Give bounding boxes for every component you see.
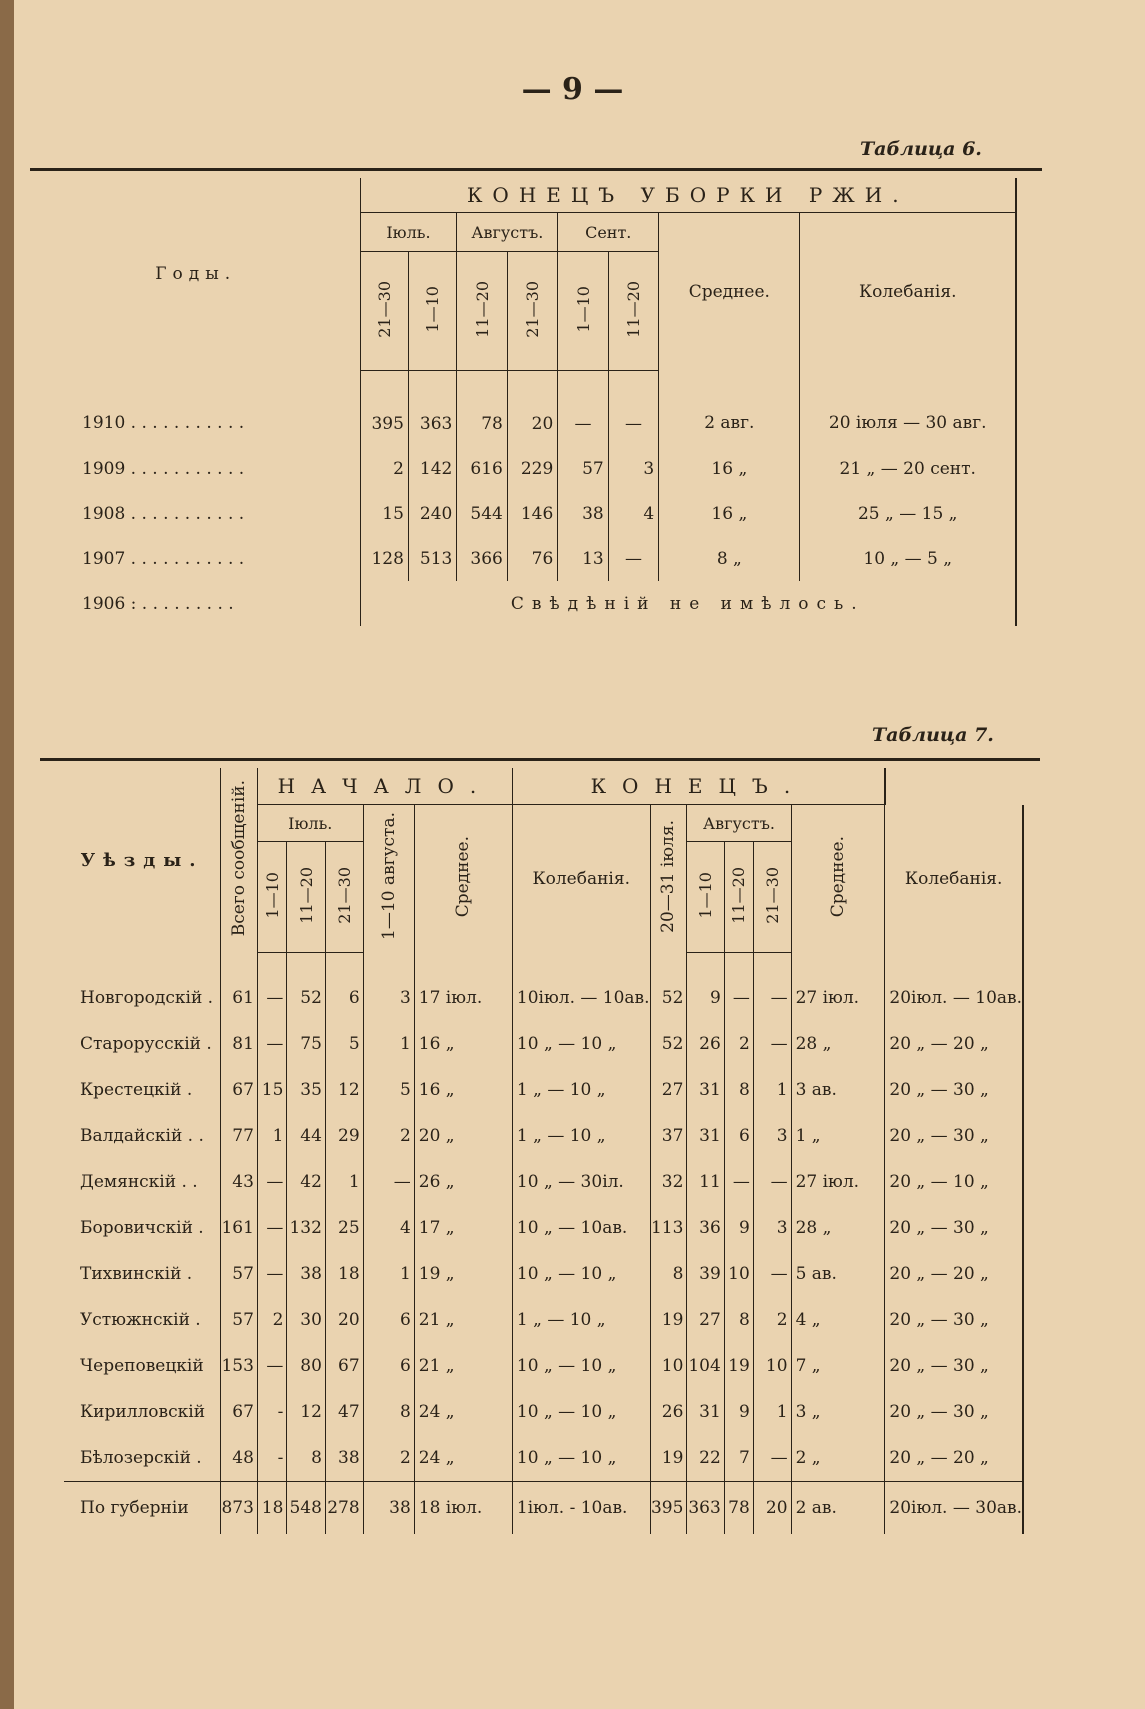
end-mean-cell: 28 „ — [791, 1205, 885, 1251]
table6-title: КОНЕЦЪ УБОРКИ РЖИ. — [360, 178, 1016, 213]
table6-col-years: Годы. — [155, 264, 237, 285]
start-decade-cell: 38 — [287, 1251, 326, 1297]
start-decade-cell: 29 — [325, 1113, 363, 1159]
table7-start-range: Колебанія. — [512, 805, 650, 953]
end-range-cell: 20 „ — 10 „ — [885, 1159, 1023, 1205]
start-mean-cell: 24 „ — [414, 1435, 512, 1482]
table6-decade: 21—30 — [374, 280, 394, 338]
start-decade-cell: 1 — [257, 1113, 287, 1159]
table7-decade: 21—30 — [334, 866, 354, 924]
end-decade-cell: 27 — [650, 1067, 687, 1113]
end-decade-cell: 2 — [753, 1297, 791, 1343]
table7-decade: 1—10 — [262, 871, 282, 919]
end-decade-cell: 27 — [687, 1297, 724, 1343]
mean-cell: 8 „ — [659, 536, 800, 581]
start-decade-cell: 30 — [287, 1297, 326, 1343]
end-decade-cell: 19 — [650, 1435, 687, 1482]
end-decade-cell: 26 — [650, 1389, 687, 1435]
start-decade-cell: 80 — [287, 1343, 326, 1389]
start-decade-cell: — — [257, 953, 287, 1022]
table7-decade: 11—20 — [729, 866, 749, 924]
table-cell: 20 — [507, 371, 557, 447]
end-decade-cell: 395 — [650, 1482, 687, 1535]
start-mean-cell: 16 „ — [414, 1067, 512, 1113]
start-decade-cell: 4 — [363, 1205, 414, 1251]
mean-cell: 16 „ — [659, 491, 800, 536]
start-range-cell: 10іюл. — 10ав. — [512, 953, 650, 1022]
table7-col-uezd: Уѣзды. — [80, 849, 204, 871]
end-range-cell: 20 „ — 30 „ — [885, 1297, 1023, 1343]
start-decade-cell: 1 — [363, 1021, 414, 1067]
table-cell: 142 — [408, 446, 456, 491]
end-decade-cell: 52 — [650, 953, 687, 1022]
table6-decade: 1—10 — [423, 285, 443, 333]
table7-month-aug: Августъ. — [687, 805, 791, 842]
end-mean-cell: 27 іюл. — [791, 953, 885, 1022]
no-data-note: Свѣдѣній не имѣлось. — [360, 581, 1016, 626]
uezd-name: Демянскій . . — [80, 1172, 198, 1192]
table-cell: 78 — [457, 371, 507, 447]
end-decade-cell: — — [724, 953, 753, 1022]
table6-col-range: Колебанія. — [800, 213, 1016, 371]
end-mean-cell: 4 „ — [791, 1297, 885, 1343]
end-range-cell: 20 „ — 20 „ — [885, 1021, 1023, 1067]
table7 — [64, 768, 1024, 1534]
table-row — [64, 1389, 1023, 1435]
start-mean-cell: 20 „ — [414, 1113, 512, 1159]
start-range-cell: 10 „ — 30іл. — [512, 1159, 650, 1205]
range-cell: 21 „ — 20 сент. — [800, 446, 1016, 491]
end-decade-cell: 9 — [724, 1389, 753, 1435]
uezd-name: По губерніи — [64, 1482, 221, 1535]
end-decade-cell: 104 — [687, 1343, 724, 1389]
end-decade-cell: 10 — [753, 1343, 791, 1389]
total-cell: 873 — [221, 1482, 258, 1535]
start-decade-cell: 44 — [287, 1113, 326, 1159]
start-decade-cell: 1 — [325, 1159, 363, 1205]
start-decade-cell: 8 — [287, 1435, 326, 1482]
end-decade-cell: 31 — [687, 1389, 724, 1435]
start-mean-cell: 17 іюл. — [414, 953, 512, 1022]
total-row — [64, 1482, 1023, 1535]
uezd-name: Старорусскій . — [80, 1034, 212, 1054]
start-decade-cell: — — [257, 1251, 287, 1297]
table-cell: 146 — [507, 491, 557, 536]
end-decade-cell: 9 — [724, 1205, 753, 1251]
table-cell: 128 — [360, 536, 408, 581]
start-mean-cell: 21 „ — [414, 1297, 512, 1343]
table7-end-mean: Среднее. — [827, 835, 848, 917]
start-decade-cell: 6 — [363, 1297, 414, 1343]
table6-month-july: Іюль. — [360, 213, 457, 252]
table-cell: — — [608, 536, 658, 581]
table-row — [64, 1067, 1023, 1113]
end-decade-cell: 20 — [753, 1482, 791, 1535]
end-decade-cell: 8 — [650, 1251, 687, 1297]
table-row: 1906 : . . . . . . . . . Свѣдѣній не имѣлось. — [32, 581, 1016, 626]
start-decade-cell: 38 — [325, 1435, 363, 1482]
end-decade-cell: 2 — [724, 1021, 753, 1067]
table-row — [64, 1297, 1023, 1343]
table-cell: 366 — [457, 536, 507, 581]
start-decade-cell: 132 — [287, 1205, 326, 1251]
start-range-cell: 10 „ — 10 „ — [512, 1343, 650, 1389]
table-row — [64, 1113, 1023, 1159]
start-decade-cell: 6 — [363, 1343, 414, 1389]
uezd-name: Валдайскій . . — [80, 1126, 204, 1146]
table7-decade: 21—30 — [762, 866, 782, 924]
uezd-name: Череповецкій — [80, 1356, 204, 1376]
table6-top-rule — [30, 168, 1042, 171]
end-decade-cell: 10 — [650, 1343, 687, 1389]
start-mean-cell: 24 „ — [414, 1389, 512, 1435]
total-cell: 61 — [221, 953, 258, 1022]
table7-top-rule — [40, 758, 1040, 761]
uezd-name: Тихвинскій . — [80, 1264, 193, 1284]
start-decade-cell: 548 — [287, 1482, 326, 1535]
total-cell: 161 — [221, 1205, 258, 1251]
end-decade-cell: — — [753, 1435, 791, 1482]
end-decade-cell: 7 — [724, 1435, 753, 1482]
start-mean-cell: 17 „ — [414, 1205, 512, 1251]
table6-label: Таблица 6. — [860, 138, 982, 160]
table6-col-mean: Среднее. — [659, 213, 800, 371]
total-cell: 57 — [221, 1297, 258, 1343]
end-decade-cell: — — [753, 1251, 791, 1297]
start-decade-cell: 5 — [363, 1067, 414, 1113]
start-decade-cell: 25 — [325, 1205, 363, 1251]
table-cell: 229 — [507, 446, 557, 491]
table-cell: 38 — [558, 491, 608, 536]
start-decade-cell: 6 — [325, 953, 363, 1022]
uezd-name: Бѣлозерскій . — [80, 1448, 202, 1468]
table7-start-aug: 1—10 августа. — [378, 812, 399, 941]
uezd-name: Устюжнскій . — [80, 1310, 201, 1330]
year-label: 1906 — [82, 593, 126, 614]
total-cell: 67 — [221, 1067, 258, 1113]
end-range-cell: 20 „ — 20 „ — [885, 1251, 1023, 1297]
end-range-cell: 20 „ — 30 „ — [885, 1067, 1023, 1113]
end-mean-cell: 7 „ — [791, 1343, 885, 1389]
end-range-cell: 20іюл. — 30ав. — [885, 1482, 1023, 1535]
start-decade-cell: — — [363, 1159, 414, 1205]
end-range-cell: 20 „ — 30 „ — [885, 1389, 1023, 1435]
end-decade-cell: 19 — [650, 1297, 687, 1343]
start-decade-cell: 2 — [257, 1297, 287, 1343]
table-row: 1907 . . . . . . . . . . . 128 513 366 76 13 — 8 „ 10 „ — 5 „ — [32, 536, 1016, 581]
total-cell: 77 — [221, 1113, 258, 1159]
page-number: — 9 — — [521, 72, 624, 107]
table7-label: Таблица 7. — [872, 724, 994, 746]
table-cell: 57 — [558, 446, 608, 491]
table-row — [64, 1159, 1023, 1205]
end-decade-cell: 36 — [687, 1205, 724, 1251]
end-decade-cell: — — [753, 1021, 791, 1067]
start-decade-cell: 278 — [325, 1482, 363, 1535]
end-decade-cell: — — [753, 953, 791, 1022]
end-mean-cell: 1 „ — [791, 1113, 885, 1159]
end-range-cell: 20іюл. — 10ав. — [885, 953, 1023, 1022]
total-cell: 67 — [221, 1389, 258, 1435]
start-decade-cell: — — [257, 1021, 287, 1067]
end-decade-cell: 10 — [724, 1251, 753, 1297]
end-decade-cell: 52 — [650, 1021, 687, 1067]
start-decade-cell: 12 — [325, 1067, 363, 1113]
end-decade-cell: 8 — [724, 1067, 753, 1113]
start-decade-cell: 18 — [325, 1251, 363, 1297]
year-label: 1907 — [82, 548, 126, 569]
end-decade-cell: 3 — [753, 1113, 791, 1159]
start-range-cell: 10 „ — 10 „ — [512, 1251, 650, 1297]
table-cell: 15 — [360, 491, 408, 536]
start-decade-cell: 67 — [325, 1343, 363, 1389]
start-decade-cell: 20 — [325, 1297, 363, 1343]
end-decade-cell: 26 — [687, 1021, 724, 1067]
table6-decade: 11—20 — [472, 280, 492, 338]
start-decade-cell: 75 — [287, 1021, 326, 1067]
uezd-name: Кирилловскій — [80, 1402, 206, 1422]
start-decade-cell: 8 — [363, 1389, 414, 1435]
end-range-cell: 20 „ — 30 „ — [885, 1343, 1023, 1389]
start-decade-cell: 3 — [363, 953, 414, 1022]
total-cell: 81 — [221, 1021, 258, 1067]
table-row: 1908 . . . . . . . . . . . 15 240 544 146 38 4 16 „ 25 „ — 15 „ — [32, 491, 1016, 536]
start-range-cell: 1 „ — 10 „ — [512, 1113, 650, 1159]
end-decade-cell: 9 — [687, 953, 724, 1022]
end-mean-cell: 2 ав. — [791, 1482, 885, 1535]
end-decade-cell: 3 — [753, 1205, 791, 1251]
start-decade-cell: 15 — [257, 1067, 287, 1113]
end-decade-cell: 11 — [687, 1159, 724, 1205]
start-range-cell: 1 „ — 10 „ — [512, 1067, 650, 1113]
start-decade-cell: - — [257, 1389, 287, 1435]
start-decade-cell: — — [257, 1205, 287, 1251]
table6-decade: 11—20 — [623, 280, 643, 338]
table-row — [64, 1435, 1023, 1482]
start-range-cell: 1 „ — 10 „ — [512, 1297, 650, 1343]
year-label: 1908 — [82, 503, 126, 524]
table-cell: — — [558, 371, 608, 447]
start-decade-cell: — — [257, 1343, 287, 1389]
end-mean-cell: 3 ав. — [791, 1067, 885, 1113]
end-decade-cell: 22 — [687, 1435, 724, 1482]
page-edge — [0, 0, 14, 1709]
start-range-cell: 1іюл. - 10ав. — [512, 1482, 650, 1535]
table-row: 1910 . . . . . . . . . . . 395 363 78 20 — — 2 авг. 20 іюля — 30 авг. — [32, 371, 1016, 447]
end-decade-cell: 1 — [753, 1067, 791, 1113]
start-decade-cell: — — [257, 1159, 287, 1205]
start-decade-cell: 1 — [363, 1251, 414, 1297]
end-range-cell: 20 „ — 30 „ — [885, 1113, 1023, 1159]
start-range-cell: 10 „ — 10ав. — [512, 1205, 650, 1251]
total-cell: 153 — [221, 1343, 258, 1389]
uezd-name: Крестецкій . — [80, 1080, 193, 1100]
end-decade-cell: — — [753, 1159, 791, 1205]
table-cell: 13 — [558, 536, 608, 581]
end-decade-cell: 113 — [650, 1205, 687, 1251]
end-mean-cell: 27 іюл. — [791, 1159, 885, 1205]
table7-end-range: Колебанія. — [885, 805, 1023, 953]
start-decade-cell: 12 — [287, 1389, 326, 1435]
year-label: 1909 — [82, 458, 126, 479]
start-decade-cell: 18 — [257, 1482, 287, 1535]
end-mean-cell: 28 „ — [791, 1021, 885, 1067]
start-decade-cell: 2 — [363, 1113, 414, 1159]
end-mean-cell: 5 ав. — [791, 1251, 885, 1297]
start-decade-cell: 2 — [363, 1435, 414, 1482]
uezd-name: Боровичскій . — [80, 1218, 204, 1238]
table7-month-july: Іюль. — [257, 805, 363, 842]
end-range-cell: 20 „ — 20 „ — [885, 1435, 1023, 1482]
start-mean-cell: 26 „ — [414, 1159, 512, 1205]
range-cell: 10 „ — 5 „ — [800, 536, 1016, 581]
table-cell: 395 — [360, 371, 408, 447]
end-decade-cell: 1 — [753, 1389, 791, 1435]
table6 — [32, 178, 1017, 626]
end-decade-cell: 37 — [650, 1113, 687, 1159]
total-cell: 57 — [221, 1251, 258, 1297]
table-row — [64, 1343, 1023, 1389]
start-decade-cell: 5 — [325, 1021, 363, 1067]
table7-end-july: 20—31 іюля. — [658, 819, 679, 933]
range-cell: 25 „ — 15 „ — [800, 491, 1016, 536]
end-decade-cell: 31 — [687, 1113, 724, 1159]
end-range-cell: 20 „ — 30 „ — [885, 1205, 1023, 1251]
range-cell: 20 іюля — 30 авг. — [800, 371, 1016, 447]
table7-col-total: Всего сообщеній. — [228, 779, 249, 936]
end-decade-cell: 8 — [724, 1297, 753, 1343]
table6-month-sep: Сент. — [558, 213, 659, 252]
table-row — [64, 1021, 1023, 1067]
end-mean-cell: 2 „ — [791, 1435, 885, 1482]
start-decade-cell: 38 — [363, 1482, 414, 1535]
total-cell: 48 — [221, 1435, 258, 1482]
end-decade-cell: 363 — [687, 1482, 724, 1535]
uezd-name: Новгородскій . — [80, 987, 214, 1008]
end-mean-cell: 3 „ — [791, 1389, 885, 1435]
start-mean-cell: 16 „ — [414, 1021, 512, 1067]
table-cell: 616 — [457, 446, 507, 491]
start-mean-cell: 18 іюл. — [414, 1482, 512, 1535]
table7-decade: 11—20 — [296, 866, 316, 924]
table7-start-title: НАЧАЛО. — [257, 768, 512, 805]
end-decade-cell: 6 — [724, 1113, 753, 1159]
start-mean-cell: 21 „ — [414, 1343, 512, 1389]
table7-end-title: КОНЕЦЪ. — [512, 768, 884, 805]
table6-month-aug: Августъ. — [457, 213, 558, 252]
table7-start-mean: Среднее. — [453, 835, 474, 917]
table6-decade: 21—30 — [523, 280, 543, 338]
table-cell: — — [608, 371, 658, 447]
year-label: 1910 — [82, 413, 126, 434]
table-cell: 76 — [507, 536, 557, 581]
end-decade-cell: — — [724, 1159, 753, 1205]
table-cell: 544 — [457, 491, 507, 536]
start-range-cell: 10 „ — 10 „ — [512, 1435, 650, 1482]
table-row — [64, 1205, 1023, 1251]
end-decade-cell: 39 — [687, 1251, 724, 1297]
end-decade-cell: 32 — [650, 1159, 687, 1205]
end-decade-cell: 78 — [724, 1482, 753, 1535]
table-cell: 363 — [408, 371, 456, 447]
table-cell: 4 — [608, 491, 658, 536]
start-decade-cell: 42 — [287, 1159, 326, 1205]
table7-decade: 1—10 — [696, 871, 716, 919]
start-range-cell: 10 „ — 10 „ — [512, 1389, 650, 1435]
total-cell: 43 — [221, 1159, 258, 1205]
table-row: 1909 . . . . . . . . . . . 2 142 616 229 57 3 16 „ 21 „ — 20 сент. — [32, 446, 1016, 491]
mean-cell: 2 авг. — [659, 371, 800, 447]
mean-cell: 16 „ — [659, 446, 800, 491]
table-row — [64, 1251, 1023, 1297]
table-row — [64, 953, 1023, 1022]
start-decade-cell: - — [257, 1435, 287, 1482]
end-decade-cell: 19 — [724, 1343, 753, 1389]
start-range-cell: 10 „ — 10 „ — [512, 1021, 650, 1067]
start-decade-cell: 52 — [287, 953, 326, 1022]
start-decade-cell: 47 — [325, 1389, 363, 1435]
table-cell: 240 — [408, 491, 456, 536]
table-cell: 2 — [360, 446, 408, 491]
start-decade-cell: 35 — [287, 1067, 326, 1113]
table-cell: 513 — [408, 536, 456, 581]
table6-decade: 1—10 — [573, 285, 593, 333]
end-decade-cell: 31 — [687, 1067, 724, 1113]
start-mean-cell: 19 „ — [414, 1251, 512, 1297]
table-cell: 3 — [608, 446, 658, 491]
